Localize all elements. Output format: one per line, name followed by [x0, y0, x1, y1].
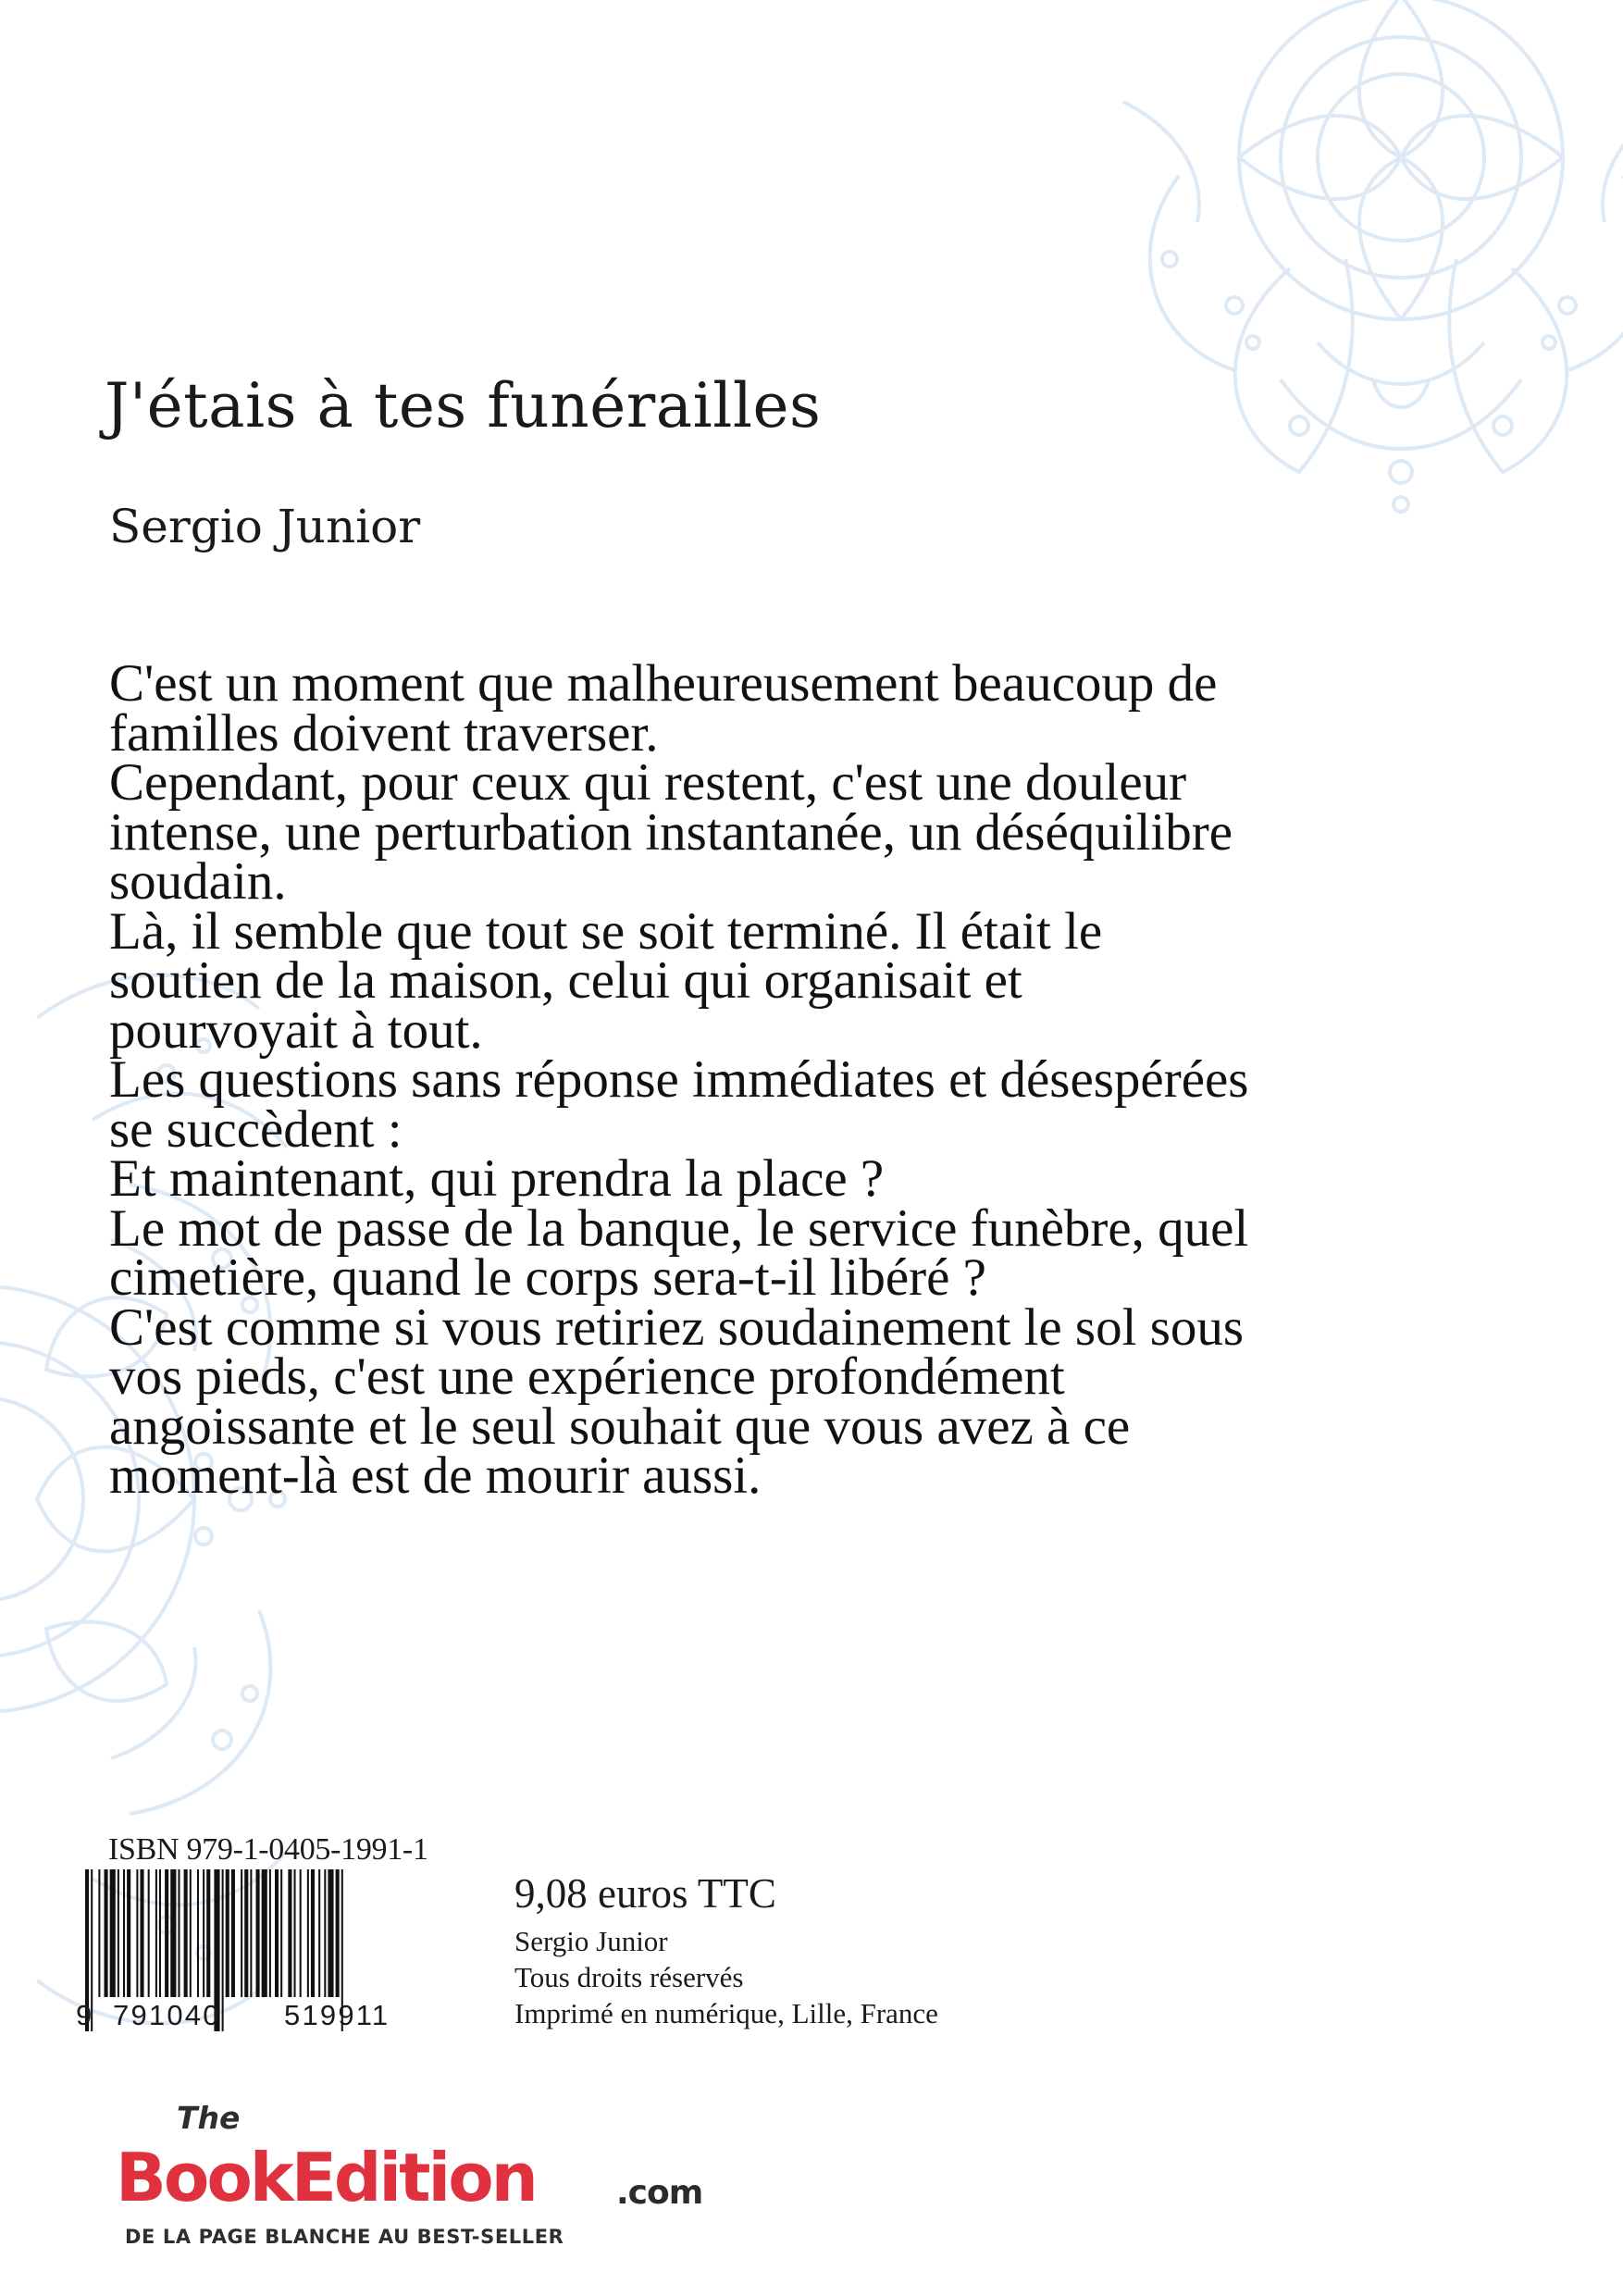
- barcode-bar: [231, 1869, 235, 1997]
- isbn-label: ISBN 979-1-0405-1991-1: [108, 1832, 428, 1867]
- imprint-author: Sergio Junior: [514, 1925, 668, 1957]
- barcode-bar: [318, 1869, 320, 1997]
- barcode-bar: [123, 1869, 125, 1997]
- blurb-paragraph: Les questions sans réponse immédiates et désespérées se succèdent :: [109, 1050, 1249, 1159]
- barcode-bar: [336, 1869, 340, 1997]
- barcode-bar: [288, 1869, 291, 1997]
- barcode-bar: [324, 1869, 326, 1997]
- price: 9,08 euros TTC: [514, 1870, 776, 1917]
- barcode-group-left: 791040: [113, 1999, 221, 2031]
- blurb-paragraph: Et maintenant, qui prendra la place ?: [109, 1149, 885, 1208]
- imprint-rights: Tous droits réservés: [514, 1961, 744, 1993]
- blurb-paragraph: C'est un moment que malheureusement beaucoup de familles doivent traverser.: [109, 654, 1218, 763]
- barcode-bar: [165, 1869, 168, 1997]
- barcode-bar: [307, 1869, 309, 1997]
- imprint-info: [514, 1923, 938, 2031]
- barcode-bar: [328, 1869, 333, 1997]
- logo-tagline: DE LA PAGE BLANCHE AU BEST-SELLER: [125, 2226, 564, 2248]
- barcode-bar: [148, 1869, 150, 1997]
- logo-brand: BookEdition: [116, 2139, 536, 2216]
- barcode-group-right: 519911: [284, 1999, 390, 2031]
- barcode-bar: [159, 1869, 161, 1997]
- barcode-bar: [206, 1869, 210, 1997]
- barcode-bar: [197, 1869, 199, 1997]
- barcode-bar: [110, 1869, 116, 1997]
- barcode-bar: [105, 1869, 108, 1997]
- barcode-bar: [275, 1869, 279, 1997]
- barcode-bar: [300, 1869, 302, 1997]
- barcode-bar: [294, 1869, 296, 1997]
- blurb-paragraph: Là, il semble que tout se soit terminé. Il était le soutien de la maison, celui qui organisait et pourvoyait à tout.: [109, 901, 1103, 1060]
- barcode-bar: [190, 1869, 192, 1997]
- book-author: Sergio Junior: [109, 500, 421, 553]
- barcode-bar: [127, 1869, 130, 1997]
- back-cover-blurb: [109, 654, 1257, 1505]
- barcode-bar: [262, 1869, 267, 1997]
- barcode-bar: [269, 1869, 271, 1997]
- barcode-bar: [178, 1869, 180, 1997]
- logo-domain: .com: [616, 2174, 703, 2212]
- barcode-lead-digit: 9: [76, 1999, 93, 2031]
- barcode-bar: [118, 1869, 119, 1997]
- blurb-paragraph: Cependant, pour ceux qui restent, c'est une douleur intense, une perturbation instantanée, un déséquilibre soudain.: [109, 753, 1233, 911]
- barcode-bar: [203, 1869, 204, 1997]
- barcode-bar: [184, 1869, 188, 1997]
- barcode-bar: [98, 1869, 100, 1997]
- barcode-bar: [222, 1869, 224, 2031]
- book-title: J'étais à tes funérailles: [105, 370, 822, 441]
- barcode-bar: [140, 1869, 143, 1997]
- publisher-logo: [116, 2100, 703, 2248]
- barcode-bar: [155, 1869, 157, 1997]
- logo-the: The: [177, 2100, 241, 2136]
- imprint-printed: Imprimé en numérique, Lille, France: [514, 1997, 938, 2029]
- barcode-bar: [311, 1869, 315, 1997]
- barcode-bar: [280, 1869, 282, 1997]
- barcode-bar: [226, 1869, 229, 1997]
- barcode-bar: [256, 1869, 260, 1997]
- barcode-bar: [244, 1869, 248, 1997]
- blurb-paragraph: C'est comme si vous retiriez soudainement le sol sous vos pieds, c'est une expérience profondément angoissante et le seul souhait que vous avez à ce moment-là est de mourir aussi.: [109, 1297, 1245, 1505]
- mandala-ornament-top: [1068, 0, 1623, 527]
- barcode-bar: [241, 1869, 242, 1997]
- barcode-bar: [250, 1869, 252, 1997]
- barcode-bar: [170, 1869, 176, 1997]
- barcode-bar: [136, 1869, 138, 1997]
- blurb-paragraph: Le mot de passe de la banque, le service funèbre, quel cimetière, quand le corps sera-t-il libéré ?: [109, 1198, 1249, 1307]
